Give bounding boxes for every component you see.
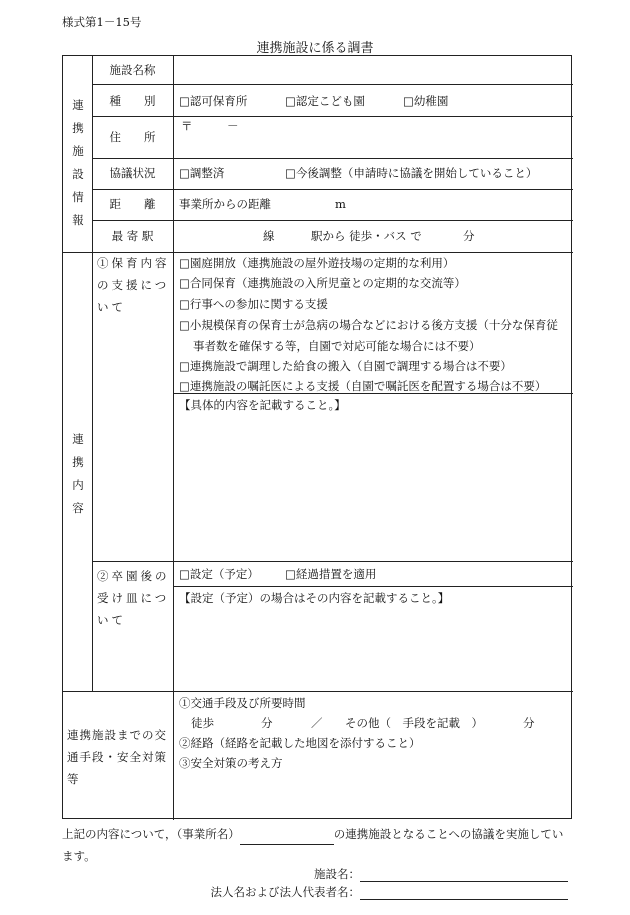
row-line <box>173 586 573 587</box>
transport-other: その他（ 手段を記載 ） <box>345 716 483 730</box>
postal-dash: － <box>227 119 239 133</box>
childcare-item-yard[interactable]: □園庭開放（連携施設の屋外遊技場の定期的な利用） <box>179 256 455 270</box>
section-line <box>63 691 573 692</box>
childcare-item-backup[interactable]: □小規模保育の保育士が急病の場合などにおける後方支援（十分な保育従 <box>179 318 558 332</box>
footer-statement <box>62 823 577 867</box>
row-line <box>92 561 573 562</box>
station-line-unit: 線 <box>263 229 275 243</box>
footer-sentence-end: の連携施設となることへの協議を実施してい <box>333 827 564 841</box>
type-label: 種 別 <box>109 94 156 108</box>
graduation-detail-area[interactable] <box>175 609 571 687</box>
station-access-unit: 駅から 徒歩・バス で <box>311 229 422 243</box>
facility-name-blank[interactable] <box>360 868 568 882</box>
col-divider-1 <box>92 56 93 691</box>
childcare-item-joint[interactable]: □合同保育（連携施設の入所児童との定期的な交流等） <box>179 276 466 290</box>
corp-name-label: 法人名および法人代表者名： <box>210 885 360 899</box>
transport-section-label: 連携施設までの交通手段・安全対策等 <box>67 728 167 786</box>
business-name-blank[interactable] <box>240 831 334 845</box>
transport-item-route: ②経路（経路を記載した地図を添付すること） <box>179 736 421 750</box>
transport-slash: ／ <box>311 716 323 730</box>
type-option-certified-center[interactable]: □認定こども園 <box>285 94 365 108</box>
type-option-licensed-nursery[interactable]: □認可保育所 <box>179 94 248 108</box>
col-divider-2 <box>173 56 174 820</box>
transport-walk: 徒歩 <box>191 716 214 730</box>
childcare-detail-note: 【具体的内容を記載すること。】 <box>179 398 346 412</box>
row-line <box>92 189 573 190</box>
distance-unit: m <box>335 197 346 211</box>
transport-item-time: ①交通手段及び所要時間 <box>179 696 306 710</box>
row-line <box>92 116 573 117</box>
facility-name-line <box>300 866 572 882</box>
footer-sentence-cont: ます。 <box>62 849 96 863</box>
childcare-item-events[interactable]: □行事への参加に関する支援 <box>179 297 328 311</box>
info-section-label: 連 携 施 設 情 報 <box>72 98 84 227</box>
facility-name-label: 施設名： <box>314 867 360 881</box>
content-section-label: 連 携 内 容 <box>72 432 84 515</box>
station-minutes-unit: 分 <box>463 229 475 243</box>
row-line <box>92 84 573 85</box>
document-title: 連携施設に係る調書 <box>256 41 374 56</box>
childcare-item-backup-cont: 事者数を確保する等，自園で対応可能な場合には不要） <box>193 339 481 353</box>
graduation-option-transitional[interactable]: □経過措置を適用 <box>285 567 377 581</box>
corp-name-line <box>204 884 572 900</box>
graduation-detail-note: 【設定（予定）の場合はその内容を記載すること。】 <box>179 591 450 605</box>
transport-walk-minutes: 分 <box>261 716 273 730</box>
station-label: 最 寄 駅 <box>111 229 154 243</box>
address-label: 住 所 <box>109 130 156 144</box>
footer-sentence-start: 上記の内容について，（事業所名） <box>62 827 240 841</box>
graduation-label: ②卒園後の受け皿について <box>97 569 170 627</box>
transport-other-minutes: 分 <box>523 716 535 730</box>
childcare-support-label: ①保育内容の支援について <box>97 256 170 314</box>
form-number: 様式第1－15号 <box>62 15 142 29</box>
status-option-pending[interactable]: □今後調整（申請時に協議を開始していること） <box>285 166 538 180</box>
type-option-kindergarten[interactable]: □幼稚園 <box>403 94 449 108</box>
status-option-adjusted[interactable]: □調整済 <box>179 166 225 180</box>
survey-table <box>62 55 572 819</box>
postal-mark: 〒 <box>181 119 193 133</box>
transport-item-safety: ③安全対策の考え方 <box>179 756 283 770</box>
childcare-item-doctor[interactable]: □連携施設の嘱託医による支援（自園で嘱託医を配置する場合は不要） <box>179 379 547 393</box>
row-line <box>92 158 573 159</box>
childcare-detail-area[interactable] <box>175 416 571 556</box>
name-label: 施設名称 <box>109 63 156 77</box>
status-label: 協議状況 <box>109 166 156 180</box>
distance-prefix: 事業所からの距離 <box>179 197 271 211</box>
corp-name-blank[interactable] <box>360 886 568 900</box>
distance-label: 距 離 <box>109 197 156 211</box>
graduation-option-set[interactable]: □設定（予定） <box>179 567 259 581</box>
row-line <box>92 220 573 221</box>
childcare-item-meals[interactable]: □連携施設で調理した給食の搬入（自園で調理する場合は不要） <box>179 359 512 373</box>
